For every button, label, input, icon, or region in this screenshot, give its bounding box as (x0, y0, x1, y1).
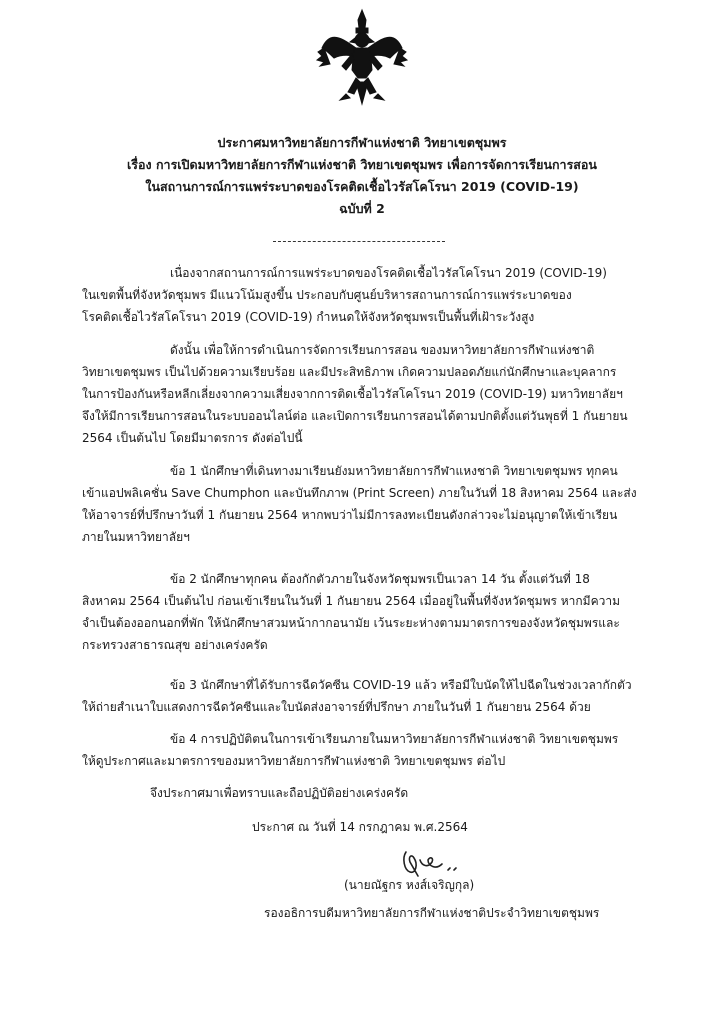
clause-3 (82, 674, 642, 718)
paragraph-line: ดังนั้น เพื่อให้การดำเนินการจัดการเรียนการสอน ของมหาวิทยาลัยการกีฬาแห่งชาติ (170, 343, 595, 357)
paragraph-line: เข้าแอปพลิเคชั่น Save Chumphon และบันทึกภาพ (Print Screen) ภายในวันที่ 18 สิงหาคม 2564 และส่ง (82, 486, 637, 500)
paragraph-line: ข้อ 2 นักศึกษาทุกคน ต้องกักตัวภายในจังหวัดชุมพรเป็นเวลา 14 วัน ตั้งแต่วันที่ 18 (170, 572, 590, 586)
paragraph-2 (82, 339, 642, 449)
clause-1 (82, 460, 642, 548)
announcement-title: ประกาศมหาวิทยาลัยการกีฬาแห่งชาติ วิทยาเขตชุมพร (217, 135, 507, 150)
paragraph-line: 2564 เป็นต้นไป โดยมีมาตรการ ดังต่อไปนี้ (82, 431, 303, 445)
paragraph-line: ให้อาจารย์ที่ปรึกษาวันที่ 1 กันยายน 2564 หากพบว่าไม่มีการลงทะเบียนดังกล่าวจะไม่อนุญาตให้เข้าเรียน (82, 508, 618, 522)
header-divider (273, 241, 445, 242)
paragraph-line: จึงให้มีการเรียนการสอนในระบบออนไลน์ต่อ และเปิดการเรียนการสอนได้ตามปกติตั้งแต่วันพุธที่ 1 กันยายน (82, 409, 628, 423)
paragraph-line: กระทรวงสาธารณสุข อย่างเคร่งครัด (82, 638, 268, 652)
paragraph-line: ข้อ 4 การปฏิบัติตนในการเข้าเรียนภายในมหาวิทยาลัยการกีฬาแห่งชาติ วิทยาเขตชุมพร (170, 732, 619, 746)
announcement-subject-cont: ในสถานการณ์การแพร่ระบาดของโรคติดเชื้อไวรัสโคโรนา 2019 (COVID-19) (145, 179, 579, 194)
signer-title: รองอธิการบดีมหาวิทยาลัยการกีฬาแห่งชาติประจำวิทยาเขตชุมพร (264, 906, 600, 920)
paragraph-line: ให้ถ่ายสำเนาใบแสดงการฉีดวัคซีนและใบนัดส่งอาจารย์ที่ปรึกษา ภายในวันที่ 1 กันยายน 2564 ด้วย (82, 700, 591, 714)
paragraph-line: ข้อ 3 นักศึกษาที่ได้รับการฉีดวัคซีน COVID-19 แล้ว หรือมีใบนัดให้ไปฉีดในช่วงเวลากักตัว (170, 678, 632, 692)
signer-name: (นายณัฐกร หงส์เจริญกุล) (344, 878, 475, 892)
paragraph-line: ในการป้องกันหรือหลีกเลี่ยงจากความเสี่ยงจากการติดเชื้อไวรัสโคโรนา 2019 (COVID-19) มหาวิทยาลัยฯ (82, 387, 623, 401)
handwritten-signature (398, 846, 468, 880)
garuda-emblem-icon (312, 8, 412, 108)
announcement-issue-number: ฉบับที่ 2 (339, 201, 385, 216)
paragraph-1 (82, 262, 642, 328)
paragraph-line: จำเป็นต้องออกนอกที่พัก ให้นักศึกษาสวมหน้ากากอนามัย เว้นระยะห่างตามมาตรการของจังหวัดชุมพรและ (82, 616, 620, 630)
paragraph-line: ภายในมหาวิทยาลัยฯ (82, 530, 190, 544)
paragraph-line: โรคติดเชื้อไวรัสโคโรนา 2019 (COVID-19) กำหนดให้จังหวัดชุมพรเป็นพื้นที่เฝ้าระวังสูง (82, 310, 535, 324)
clause-4 (82, 728, 642, 772)
paragraph-line: สิงหาคม 2564 เป็นต้นไป ก่อนเข้าเรียนในวันที่ 1 กันยายน 2564 เมื่ออยู่ในพื้นที่จังหวัดชุมพร หากมีความ (82, 594, 620, 608)
closing-notice: จึงประกาศมาเพื่อทราบและถือปฏิบัติอย่างเคร่งครัด (150, 786, 409, 800)
paragraph-line: ในเขตพื้นที่จังหวัดชุมพร มีแนวโน้มสูงขึ้น ประกอบกับศูนย์บริหารสถานการณ์การแพร่ระบาดของ (82, 288, 572, 302)
paragraph-line: เนื่องจากสถานการณ์การแพร่ระบาดของโรคติดเชื้อไวรัสโคโรนา 2019 (COVID-19) (170, 266, 607, 280)
announcement-header (0, 132, 724, 220)
clause-2 (82, 568, 642, 656)
paragraph-line: ให้ดูประกาศและมาตรการของมหาวิทยาลัยการกีฬาแห่งชาติ วิทยาเขตชุมพร ต่อไป (82, 754, 506, 768)
paragraph-line: วิทยาเขตชุมพร เป็นไปด้วยความเรียบร้อย และมีประสิทธิภาพ เกิดความปลอดภัยแก่นักศึกษาและบุคลากร (82, 365, 617, 379)
paragraph-line: ข้อ 1 นักศึกษาที่เดินทางมาเรียนยังมหาวิทยาลัยการกีฬาแหงชาติ วิทยาเขตชุมพร ทุกคน (170, 464, 618, 478)
announcement-date: ประกาศ ณ วันที่ 14 กรกฎาคม พ.ศ.2564 (252, 820, 468, 834)
announcement-subject: เรื่อง การเปิดมหาวิทยาลัยการกีฬาแห่งชาติ วิทยาเขตชุมพร เพื่อการจัดการเรียนการสอน (127, 157, 597, 172)
